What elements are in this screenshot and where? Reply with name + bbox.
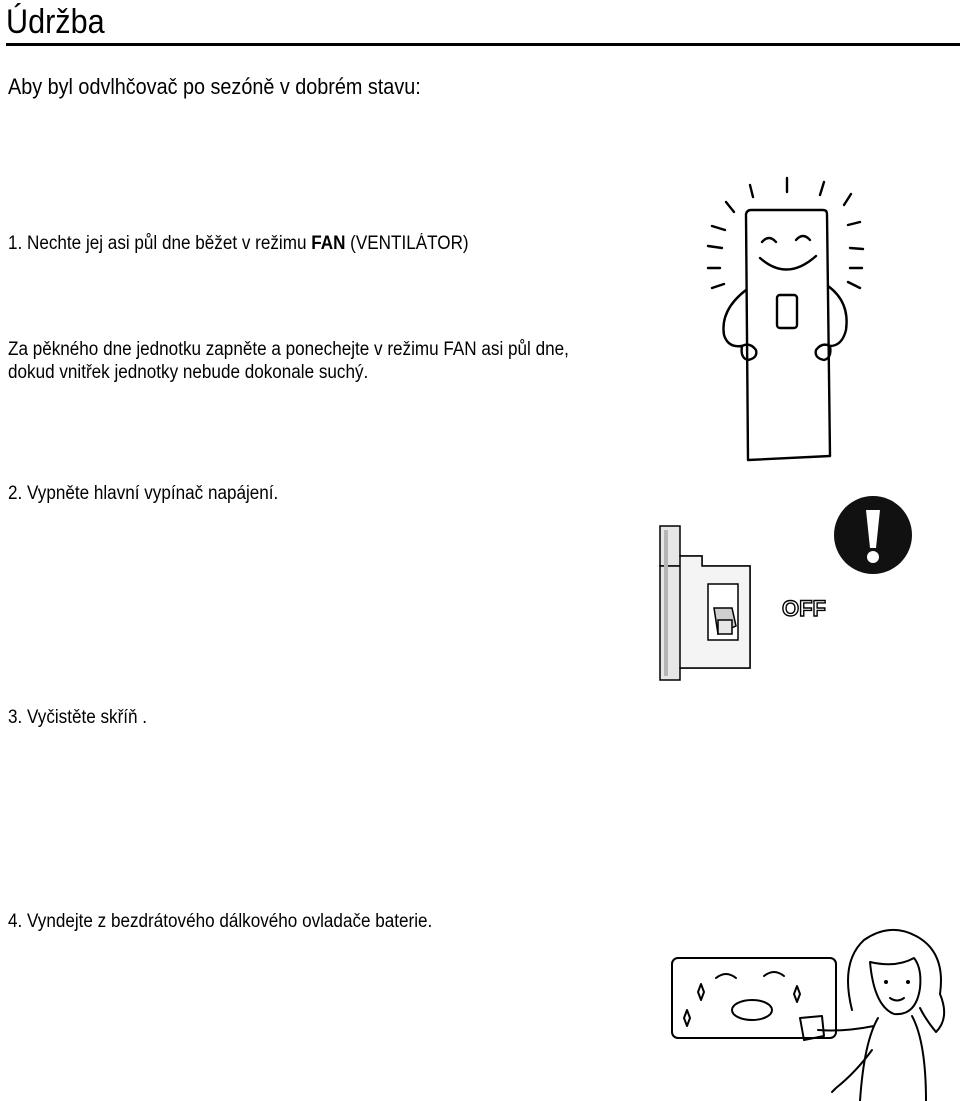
right-eye xyxy=(796,236,810,240)
step-1-prefix: 1. Nechte jej asi půl dne běžet v režimu xyxy=(8,233,312,254)
radiance-lines xyxy=(708,178,863,288)
front-panel xyxy=(777,295,797,328)
unit-right-eye xyxy=(764,972,784,976)
left-hand xyxy=(742,345,757,360)
right-arm xyxy=(828,286,847,346)
switch-off-label: OFF xyxy=(782,596,826,621)
unit-mouth xyxy=(732,1000,772,1020)
cleaning-girl-illustration xyxy=(664,922,956,1101)
main-switch-off-illustration xyxy=(652,490,922,690)
step-1-detail xyxy=(8,338,569,384)
sparkle-icon xyxy=(684,1010,690,1026)
page-title: Údržba xyxy=(6,3,105,41)
dehumidifier-body xyxy=(746,210,830,460)
girl-hair xyxy=(848,930,944,1032)
unit-left-eye xyxy=(716,974,736,978)
girl-face xyxy=(870,958,920,1014)
step-1-detail-line: dokud vnitřek jednotky nebude dokonale suchý. xyxy=(8,362,369,383)
sparkle-icon xyxy=(794,986,800,1002)
step-1-detail-line: Za pěkného dne jednotku zapněte a ponechejte v režimu FAN asi půl dne, xyxy=(8,339,569,360)
dehumidifier-front xyxy=(672,958,836,1038)
girl-body xyxy=(860,1016,926,1101)
step-2-text: 2. Vypněte hlavní vypínač napájení. xyxy=(8,483,279,504)
step-1-heading xyxy=(8,232,469,255)
step-1-mode: FAN xyxy=(311,233,346,254)
smile-mouth xyxy=(760,256,816,270)
exclamation-dot xyxy=(867,551,879,563)
intro-subtitle: Aby byl odvlhčovač po sezóně v dobrém stavu: xyxy=(8,74,421,99)
step-3-text: 3. Vyčistěte skříň . xyxy=(8,707,148,728)
title-divider xyxy=(6,43,960,46)
cleaning-cloth xyxy=(800,1016,824,1040)
circuit-breaker xyxy=(660,526,750,680)
smiling-dehumidifier-illustration xyxy=(700,170,872,466)
step-4-text: 4. Vyndejte z bezdrátového dálkového ovladače baterie. xyxy=(8,911,433,932)
girl-arm xyxy=(818,1026,874,1031)
left-arm xyxy=(723,290,746,346)
girl-lower-arm xyxy=(832,1050,872,1092)
step-1-suffix: (VENTILÁTOR) xyxy=(345,233,469,254)
left-eye xyxy=(762,238,776,242)
sparkle-icon xyxy=(698,984,704,1000)
